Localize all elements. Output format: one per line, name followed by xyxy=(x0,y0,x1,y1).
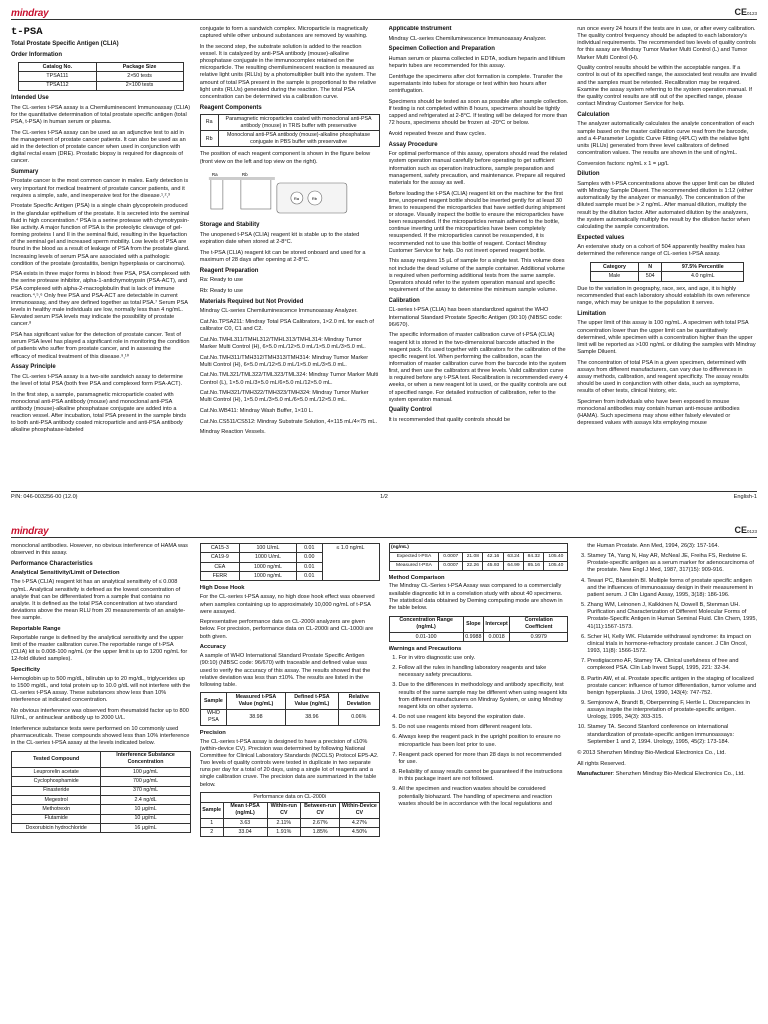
page-1 xyxy=(0,0,768,506)
page-2 xyxy=(0,518,768,1024)
mindray-logo: mindray xyxy=(11,526,49,537)
expected-table: Category N 97.5% Percentile Male 504 4.0 ng/mL xyxy=(590,262,745,282)
list-item: 2. Follow all the rules in handling laboratory reagents and take necessary safety precautions. xyxy=(399,665,569,679)
list-item: 10. Stamey TA. Second Stanford conference on international standardization of prostate-specific antigen immunoassays: September 1 and 2, 1994. Urology, 1995, 45(2): 173-184. xyxy=(587,724,757,745)
list-item: 3. Due to the differences in methodology and antibody specificity, test results of the same sample may be different when using reagent kits from different manufacturers on Mindray System, or using Mindray reagent kits on other systems. xyxy=(399,682,569,711)
table-row: Male 504 4.0 ng/mL xyxy=(590,272,744,281)
reagent-table xyxy=(200,114,380,147)
table-row: CA15-3 100 U/mL 0.01 ≤ 1.0 ng/mL xyxy=(200,544,379,553)
table-row: FERR 1000 ng/mL 0.01 xyxy=(200,572,379,581)
list-item: 4. Do not use reagent kits beyond the expiration date. xyxy=(399,714,569,721)
list-item: 4. Tewari PC, Bluestein BI. Multiple forms of prostate specific antigen and the influences of immunoassay design in their measurement in patient serum. J Clin Ligand Assay, 1995, 3(18): 186-196. xyxy=(587,578,757,599)
language-label: English-1 xyxy=(733,494,757,500)
list-item: 9. All the specimen and reaction wastes should be considered potentially biohazard. The handling of specimens and reaction wastes should be in accordance with the local regulations and xyxy=(399,786,569,807)
table-row: 0.01-100 0.9988 0.0018 0.9979 xyxy=(389,632,568,641)
list-item: 5. Zhang WM, Leinonen J, Kalkkinen N, Dowell B, Stenman UH. Purification and Characterization of Different Molecular Forms of Prostate-Specific Antigen in Human Seminal Fluid. Clin Chem, 1995, 41(11):1567-1573. xyxy=(587,602,757,631)
vial-label: Rb xyxy=(241,172,248,178)
column-3: (ng/mL) Expected t-PSA 0.0007 21.08 42.16 63.24 84.32 105.40 Measured t-PSA 0.0007 22.26 45.93 64.99 85.16 105.40 Method Comparison The Mindray CL-Series t-PSA Assay was compared to a commercially available diagnostic kit in a correlation study with about 40 specimens. The statistical data obtained by Deming computing mode are shown in the table below. Concentration Range (ng/mL) Slope Intercept Correlation Coefficient 0.01-100 0.9988 0.0018 0.9979 Warnings and Precautions 1. For in vitro diagnostic use only. 2. Follow all the rules in handling laboratory reagents and take necessary safety precautions. 3. Due to the differences in methodology and antibody specificity, test results of the same sample may be different when using reagent kits from different manufacturers on Mindray System, or using Mindray reagent kits on other systems. 4. Do not use reagent kits beyond the expiration date. 5. Do not use reagents mixed from different reagent lots. 6. Always keep the reagent pack in the upright position to ensure no microparticle has been lost prior to use. 7. Reagent pack opened for more than 28 days is not recommended for use. 8. Reliability of assay results cannot be guaranteed if the instructions in this package insert are not followed. 9. All the specimen and reaction wastes should be considered potentially biohazard. The handling of specimens and reaction wastes should be in accordance with the local regulations and xyxy=(389,543,569,1022)
table-row: 2 33.04 1.91% 1.85% 4.50% xyxy=(200,828,379,837)
table-row: Megestrol 2.4 ng/dL xyxy=(12,795,191,804)
list-item: 5. Do not use reagents mixed from different reagent lots. xyxy=(399,724,569,731)
page-separator xyxy=(0,506,768,518)
intended-heading: Intended Use xyxy=(11,94,49,101)
table-row: Doxorubicin hydrochloride 16 μg/mL xyxy=(12,823,191,832)
table-row: TPSA111 2×50 tests xyxy=(19,72,183,81)
table-row: CEA 1000 ng/mL 0.01 xyxy=(200,562,379,571)
column-1: monoclonal antibodies. However, no obvious interference of HAMA was observed in this assay. Performance Characteristics Analytical Sensitivity/Limit of Detection The t-PSA (CLIA) reagent kit has an analytical sensitivity of ≤ 0.008 ng/mL. Analytical sensitivity is defined as the lowest concentration of analyte that can be differentiated from a sample that contains no analyte. It is defined as the total PSA concentration at two standard deviations above the mean RLU from 20 measurements of an analyte-free sample. Reportable Range Reportable range is defined by the analytical sensitivity and the upper limit of the master calibration curve.The reportable range of t-PSA (CLIA) kit is 0.008-100 ng/mL (or the upper limit is up to 1200 ng/mL for 12-fold diluted samples). Specificity Hemoglobin up to 500 mg/dL, bilirubin up to 20 mg/dL, triglycerides up to 1500 mg/dL, and total protein up to 10.0 g/dL will not interfere with the CL-series t-PSA assay. These substances show less than 10% interference at indicated concentration. No obvious interference was observed from rheumatoid factor up to 800 IU/mL, or antinuclear antibody up to 2000 U/L. Interference substance tests were performed on 10 commonly used pharmaceuticals. These compounds showed less than 10% interference in the CL-series t-PSA assay at the levels indicated below. Tested Compound Interference Substance Concentration Leuprorelin acetate 100 μg/mL Cyclophosphamide 700 μg/mL Finasteride 370 ng/mL Megestrol 2.4 ng/dL Methotrexin 10 μg/mL Flutamide 10 μg/mL Doxorubicin hydrochloride 16 μg/mL xyxy=(11,543,191,1022)
column-2: conjugate to form a sandwich complex. Microparticle is magnetically captured while other unbound substances are removed by washing. In the second step, the substrate solution is added to the reaction vessel. It is catalyzed by anti-PSA antibody (mouse)-alkaline phosphatase conjugate in the immunocomplex retained on the microparticle. The resulting chemiluminescent reaction is measured as relative light units (RLUs) by a photomultiplier built into the system. The amount of total PSA present in the sample is proportional to the relative light units (RLUs) generated during the reaction. The total PSA concentration can be determined via a calibration curve. Reagent Components Ra Paramagnetic microparticles coated with monoclonal anti-PSA antibody (mouse) in TRIS buffer with preservative Rb Monoclonal anti-PSA antibody (mouse)-alkaline phosphatase conjugate in PBS buffer with preservative The position of each reagent component is shown in the figure below (front view on the left and top view on the right). Ra Rb Ra Rb Storage and Stability The unopened t-PSA (CLIA) reagent kit is stable up to the stated expiration date when stored at 2-8°C. The t-PSA (CLIA) reagent kit can be stored onboard and used for a maximum of 28 days after opening at 2-8°C. Reagent Preparation Ra: Ready to use Rb: Ready to use Materials Required but Not Provided Mindray CL-series Chemiluminescence Immunoassay Analyzer. Cat.No.TPSA211: Mindray Total PSA Calibrators, 1×2.0 mL for each of calibrator C0, C1 and C2. Cat.No.TMHL311/TMHL312/TMHL313/TMHL314: Mindray Tumor Marker Multi Control (H), 6×5.0 mL/12×5.0 mL/1×5.0 mL/3×5.0 mL. Cat.No.TMH311/TMH312/TMH313/TMH314: Mindray Tumor Marker Multi Control (H), 6×5.0 mL/12×5.0 mL/1×5.0 mL/3×5.0 mL. Cat.No.TML321/TML322/TML323/TML324: Mindray Tumor Marker Multi Control (L), 1×5.0 mL/3×5.0 mL/6×5.0 mL/12×5.0 mL. Cat.No.TMH321/TMH322/TMH323/TMH324: Mindray Tumor Marker Multi Control (H), 1×5.0 mL/3×5.0 mL/6×5.0 mL/12×5.0 mL. Cat.No.WB411: Mindray Wash Buffer, 1×10 L. Cat.No.CS511/CS512: Mindray Substrate Solution, 4×115 mL/4×75 mL. Mindray Reaction Vessels. xyxy=(199,26,379,436)
table-row: CA19-9 1000 U/mL 0.00 xyxy=(200,553,379,562)
list-item: 3. Stamey TA, Yang N, Hay AR, McNeal JE, Freiha FS, Redwine E. Prostate-specific antigen as a serum marker for adenocarcinoma of the prostate. New Engl J Med, 1987, 317(15): 909-916. xyxy=(587,553,757,574)
column-3: Applicable Instrument Mindray CL-series Chemiluminescence Immunoassay Analyzer. Specimen Collection and Preparation Human serum or plasma collected in EDTA, sodium heparin and lithium heparin tubes are recommended for this assay. Centrifuge the specimens after clot formation is complete. Transfer the supernatants into tubes for storage or test within two hours after centrifugation. Specimens should be tested as soon as possible after sample collection. If testing is not completed within 8 hours, specimens should be tightly capped and refrigerated at 2-8°C. If testing will be delayed for more than 72 hours, specimens should be frozen at -20°C or below. Avoid repeated freeze and thaw cycles. Assay Procedure For optimal performance of this assay, operators should read the related system operation manual carefully before operating to get sufficient information such as operation instructions, sample preparation and management, safety precaution, and maintenance. Prepare all required materials for the assay as well. Before loading the t-PSA (CLIA) reagent kit on the machine for the first time, unopened reagent bottle should be inverted gently for at least 30 times to resuspend the microparticles that have settled during shipment or storage. Visually inspect the bottle to ensure the microparticles have been resuspended. If the microparticles remain adhered to the bottle, continue inverting until the microparticles have been completely resuspended. If the microparticles cannot be resuspended, it is recommended not to use this bottle of reagent. Contact Mindray Customer Service for help. Do not invert opened reagent bottle. This assay requires 15 μL of sample for a single test. This volume does not include the dead volume of the sample container. Additional volume is required when performing additional tests from the same sample. Operators should refer to the system operation manual and specific requirement of the assay to determine the minimum sample volume. Calibration CL-series t-PSA (CLIA) has been standardized against the WHO International Standard Prostate Specific Antigen (90:10) (NIBSC code: 96/670). The specific information of master calibration curve of t-PSA (CLIA) reagent kit is stored in the two-dimensional barcode attached in the reagent pack. It's used together with calibrators for the calibration of the specific reagent lot. When performing the calibration, scan the information of master calibration curve from the barcode into the system first, and then use the calibrators at three levels. Valid calibration curve is required before any t-PSA test. Recalibration is recommended every 4 weeks, or when a new reagent lot is used, or the quality controls are out of specified range. For detailed instruction of calibration, refer to the system operation manual. Quality Control It is recommended that quality controls should be xyxy=(388,26,569,424)
table-row: Methotrexin 10 μg/mL xyxy=(12,805,191,814)
table-row: Cyclophosphamide 700 μg/mL xyxy=(12,777,191,786)
column-4: run once every 24 hours if the tests are in use, or after every calibration. The quality control frequency should be adapted to each laboratory's individual requirements. The recommended two levels of quality controls for this assay are Mindray Tumor Marker Multi Control (L) and Tumor Marker Multi Control (H). Quality control results should be within the acceptable ranges. If a control is out of its specified range, the associated test results are invalid and the samples must be retested. Recalibration may be required. Examine the assay system referring to the system operation manual. If the quality control results are still out of the specified range, please contact Mindray Customer Service for help. Calculation The analyzer automatically calculates the analyte concentration of each sample based on the master calibration curve read from the barcode, and a 4-Parameter Logistic Curve Fitting (4PLC) with the relative light units (RLUs) generated from three level calibrators of defined concentration values. The results are shown in the unit of ng/mL. Conversion factors: ng/mL x 1 = μg/L Dilution Samples with t-PSA concentrations above the upper limit can be diluted with Mindray Sample Diluent. The recommended dilution is 1:12 (either automatically by the analyzer or manually). The concentration of the diluted sample must be > 2 ng/mL. After manual dilution, multiply the result by the dilution factor. After automated dilution by the analyzers, the system automatically multiply the result by the dilution factor when calculating the sample concentration. Expected values An extensive study on a cohort of 504 apparently healthy males has determined the reference range of CL-series t-PSA assay. Category N 97.5% Percentile Male 504 4.0 ng/mL Due to the variation in geography, race, sex, and age, it is highly recommended that each laboratory should establish its own reference range, which may be unique to the population it serves. Limitation The upper limit of this assay is 100 ng/mL. A specimen with total PSA concentration lower than the upper limit can be quantitatively determined, while specimen with a concentration higher than the upper limit will be reported as >100 ng/mL or diluting the samples with Mindray Sample Diluent. The concentration of total PSA in a given specimen, determined with assays from different manufacturers, can vary due to differences in assay methods, calibration, and reagent specificity. The assay results should be used in conjunction with other data, such as symptoms, results of other tests, clinical history, etc. Specimen from individuals who have been exposed to mouse monoclonal antibodies may contain human anti-mouse antibodies (HAMA). Such specimens may show either falsely elevated or depressed values with assays kits employing mouse xyxy=(577,26,757,427)
page-header xyxy=(11,7,757,20)
reagent-vial-figure xyxy=(200,169,380,219)
list-item: 6. Always keep the reagent pack in the upright position to ensure no microparticle has been lost prior to use. xyxy=(399,734,569,748)
column-1: t-PSA Total Prostate Specific Antigen (CLIA) Order Information Catalog No. Package Size TPSA111 2×50 tests TPSA112 2×100 tests Intended Use The CL-series t-PSA assay is a Chemiluminescent Immunoassay (CLIA) for the quantitative determination of total prostate specific antigen (total PSA, t-PSA) in human serum or plasma. The CL-series t-PSA assay can be used as an adjunctive test to aid in the management of prostate cancer patients. It can also be used as an aid in the detection of prostate cancer when used in conjunction with digital rectal exam (DRE). Prostatic biopsy is required for diagnosis of cancer. Summary Prostate cancer is the most common cancer in males. Early detection is very important for medical treatment of prostate cancer patients, and it requires a simple, safe, and inexpensive test for the disease.¹,²,³ Prostate Specific Antigen (PSA) is a single chain glycoprotein produced in the glandular epithelium of the prostate. It is secreted into the seminal fluid in high concentration.⁴ PSA is a serine protease with chymotrypsin-like activity. A major function of PSA is the proteolytic cleavage of gel-forming proteins I and II in the seminal fluid, resulting in the liquefaction of the seminal gel and increased sperm mobility. Low levels of PSA are found in the blood as a result of leakage of PSA from the prostate gland. Increasing levels of serum PSA are associated with a pathologic condition of the prostate (prostatitis, benign hyperplasia or carcinoma). PSA exists in three major forms in blood: free PSA, PSA complexed with the serine protease inhibitor, alpha-1-antichymotrypsin (PSA-ACT), and PSA complexed with alpha-2-macroglobulin that is lack of immune reaction.⁴,⁵,⁶ Only free PSA and PSA-ACT are detectable in current immunoassay, and they are defined together as total PSA.⁷ Serum PSA levels in healthy male individuals are low, normally less than 4 ng/mL. Elevated serum PSA levels may indicate the possibility of prostate cancer.⁸ PSA has significant value for the detection of prostate cancer. Test of serum PSA level has played a significant role in monitoring the condition of patients who suffer from prostate cancer, and in assessing the efficacy of medical treatment of this disease.⁹,¹⁰ Assay Principle The CL-series t-PSA assay is a two-site sandwich assay to determine the level of total PSA (both free PSA and complexed form PSA-ACT). In the first step, a sample, paramagnetic microparticle coated with monoclonal anti-PSA antibody (mouse) and monoclonal anti-PSA antibody (mouse)-alkaline phosphatase conjugate are added into a reaction vessel. After incubation, total PSA present in the sample binds to both anti-PSA antibody coated microparticle and anti-PSA antibody alkaline phosphatase-labeled xyxy=(11,26,191,434)
ce-mark-icon: CE0123 xyxy=(734,525,757,535)
table-row: 1 3.63 2.11% 2.67% 4.27% xyxy=(200,818,379,827)
column-2: CA15-3 100 U/mL 0.01 ≤ 1.0 ng/mL CA19-9 1000 U/mL 0.00 CEA 1000 ng/mL 0.01 FERR 1000 ng/mL 0.01 High Dose Hook For the CL-series t-PSA assay, no high dose hook effect was observed when samples containing up to approximately 10,000 ng/mL of t-PSA were assayed. Representative performance data on CL-2000i analyzers are given below. For precision, performance data on CL-2000i and CL-1000i are both given. Accuracy A sample of WHO International Standard Prostate Specific Antigen (90:10) (NIBSC code: 96/670) with traceable and defined value was used to verify the accuracy of this assay. The results showed that the relative deviation was less than ±10%. The results are listed in the following table. Sample Measured t-PSA Value (ng/mL) Defined t-PSA Value (ng/mL) Relative Deviation WHO PSA 38.98 38.96 0.06% Precision The CL-series t-PSA assay is designed to have a precision of ≤10% (within-device CV). Precision was determined by following National Committee for Clinical Laboratory Standards (NCCLS) Protocol EP5-A2. Two levels of quality controls were tested in duplicate in two separate runs per day for a total of 20 days, using a single lot of reagents and a single calibration cruve. The precision data are summarized in the table below. Performance data on CL-2000i Sample Mean t-PSA (ng/mL) Within-run CV Between-run CV Within-Device CV 1 3.63 2.11% 2.67% 4.27% 2 33.04 1.91% 1.85% 4.50% xyxy=(200,543,380,1022)
order-table: Catalog No. Package Size TPSA111 2×50 tests TPSA112 2×100 tests xyxy=(18,62,183,91)
vial-label: Ra xyxy=(293,196,299,202)
document-subtitle: Total Prostate Specific Antigen (CLIA) xyxy=(11,41,119,48)
vial-label: Ra xyxy=(211,172,218,178)
accuracy-table: Sample Measured t-PSA Value (ng/mL) Defined t-PSA Value (ng/mL) Relative Deviation WHO PSA 38.98 38.96 0.06% xyxy=(200,692,380,725)
list-item: 8. Partin AW, et al. Prostate specific antigen in the staging of localized prostate cancer: influence of tumor differentiation, tumor volume and benign hyperplasia. J Urol, 1990, 143(4): 747-752. xyxy=(587,676,757,697)
table-row: Rb Monoclonal anti-PSA antibody (mouse)-alkaline phosphatase conjugate in PBS buffer with preservative xyxy=(200,131,379,147)
table-row: TPSA112 2×100 tests xyxy=(19,81,183,90)
interference-table: Tested Compound Interference Substance Concentration Leuprorelin acetate 100 μg/mL Cyclophosphamide 700 μg/mL Finasteride 370 ng/mL Megestrol 2.4 ng/dL Methotrexin 10 μg/mL Flutamide 10 μg/mL Doxorubicin hydrochloride 16 μg/mL xyxy=(11,751,191,834)
list-item: 7. Prestigiacomo AF, Stamey TA. Clinical usefulness of free and complexed PSA. Clin Lab Invest Suppl, 1995, 221: 32-34. xyxy=(587,658,757,672)
part-number: P/N: 046-003256-00 (12.0) xyxy=(11,494,78,500)
manufacturer: Manufacturer: Shenzhen Mindray Bio-Medical Electronics Co., Ltd. xyxy=(577,771,745,778)
method-comparison-table: Concentration Range (ng/mL) Slope Intercept Correlation Coefficient 0.01-100 0.9988 0.0018 0.9979 xyxy=(389,616,569,642)
page-footer xyxy=(11,491,757,502)
list-item: 9. Semjonow A, Brandt B, Oberpenning F, Hertle L. Discrepancies in assays inspite the interpretation of prostate-specific antigen. Urology, 1995, 34(3): 303-315. xyxy=(587,700,757,721)
list-item: 8. Reliability of assay results cannot be guaranteed if the instructions in this package insert are not followed. xyxy=(399,769,569,783)
precision-table: Performance data on CL-2000i Sample Mean t-PSA (ng/mL) Within-run CV Between-run CV Within-Device CV 1 3.63 2.11% 2.67% 4.27% 2 33.04 1.91% 1.85% 4.50% xyxy=(200,792,380,837)
list-item: 7. Reagent pack opened for more than 28 days is not recommended for use. xyxy=(399,752,569,766)
vial-label: Rb xyxy=(311,196,317,202)
table-row: Measured t-PSA 0.0007 22.26 45.93 64.99 85.16 105.40 xyxy=(389,561,568,570)
ce-mark-icon: CE0123 xyxy=(734,7,757,17)
document-title: t-PSA xyxy=(11,26,43,38)
list-item: 1. For in vitro diagnostic use only. xyxy=(399,655,569,662)
column-4: the Human Prostate. Ann Med, 1994, 26(3): 157-164. 3. Stamey TA, Yang N, Hay AR, McNeal JE, Freiha FS, Redwine E. Prostate-specific antigen as a serum marker for adenocarcinoma of the prostate. New Engl J Med, 1987, 317(15): 909-916. 4. Tewari PC, Bluestein BI. Multiple forms of prostate specific antigen and the influences of immunoassay design in their measurement in patient serum. J Clin Ligand Assay, 1995, 3(18): 186-196. 5. Zhang WM, Leinonen J, Kalkkinen N, Dowell B, Stenman UH. Purification and Characterization of Different Molecular Forms of Prostate-Specific Antigen in Human Seminal Fluid. Clin Chem, 1995, 41(11):1567-1573. 6. Scher HI, Kelly WK. Flutamide withdrawal syndrome: its impact on clinical trials in hormone-refractory prostate cancer. J Clin Oncol, 1993, 11(8): 1566-1572. 7. Prestigiacomo AF, Stamey TA. Clinical usefulness of free and complexed PSA. Clin Lab Invest Suppl, 1995, 221: 32-34. 8. Partin AW, et al. Prostate specific antigen in the staging of localized prostate cancer: influence of tumor differentiation, tumor volume and benign hyperplasia. J Urol, 1990, 143(4): 747-752. 9. Semjonow A, Brandt B, Oberpenning F, Hertle L. Discrepancies in assays inspite the interpretation of prostate-specific antigen. Urology, 1995, 34(3): 303-315. 10. Stamey TA. Second Stanford conference on international standardization of prostate-specific antigen immunoassays: September 1 and 2, 1994. Urology, 1995, 45(2): 173-184. © 2013 Shenzhen Mindray Bio-Medical Electronics Co., Ltd. All rights Reserved. Manufacturer: Shenzhen Mindray Bio-Medical Electronics Co., Ltd. xyxy=(577,543,757,1022)
table-row: Ra Paramagnetic microparticles coated with monoclonal anti-PSA antibody (mouse) in TRIS buffer with preservative xyxy=(200,115,379,131)
list-item: 6. Scher HI, Kelly WK. Flutamide withdrawal syndrome: its impact on clinical trials in hormone-refractory prostate cancer. J Clin Oncol, 1993, 11(8): 1566-1572. xyxy=(587,634,757,655)
page-number: 1/2 xyxy=(380,494,388,500)
warnings-list xyxy=(389,655,569,808)
linearity-table: (ng/mL) Expected t-PSA 0.0007 21.08 42.16 63.24 84.32 105.40 Measured t-PSA 0.0007 22.26 45.93 64.99 85.16 105.40 xyxy=(389,543,569,571)
table-row: WHO PSA 38.98 38.96 0.06% xyxy=(200,709,379,725)
page-header xyxy=(11,525,757,538)
table-row: Flutamide 10 μg/mL xyxy=(12,814,191,823)
references-list xyxy=(577,553,757,746)
table-row: Expected t-PSA 0.0007 21.08 42.16 63.24 84.32 105.40 xyxy=(389,552,568,561)
table-row: Finasteride 370 ng/mL xyxy=(12,786,191,795)
cross-reactivity-table xyxy=(200,543,380,581)
order-heading: Order Information xyxy=(11,52,63,59)
table-row: Leuprorelin acetate 100 μg/mL xyxy=(12,767,191,776)
mindray-logo: mindray xyxy=(11,8,49,19)
